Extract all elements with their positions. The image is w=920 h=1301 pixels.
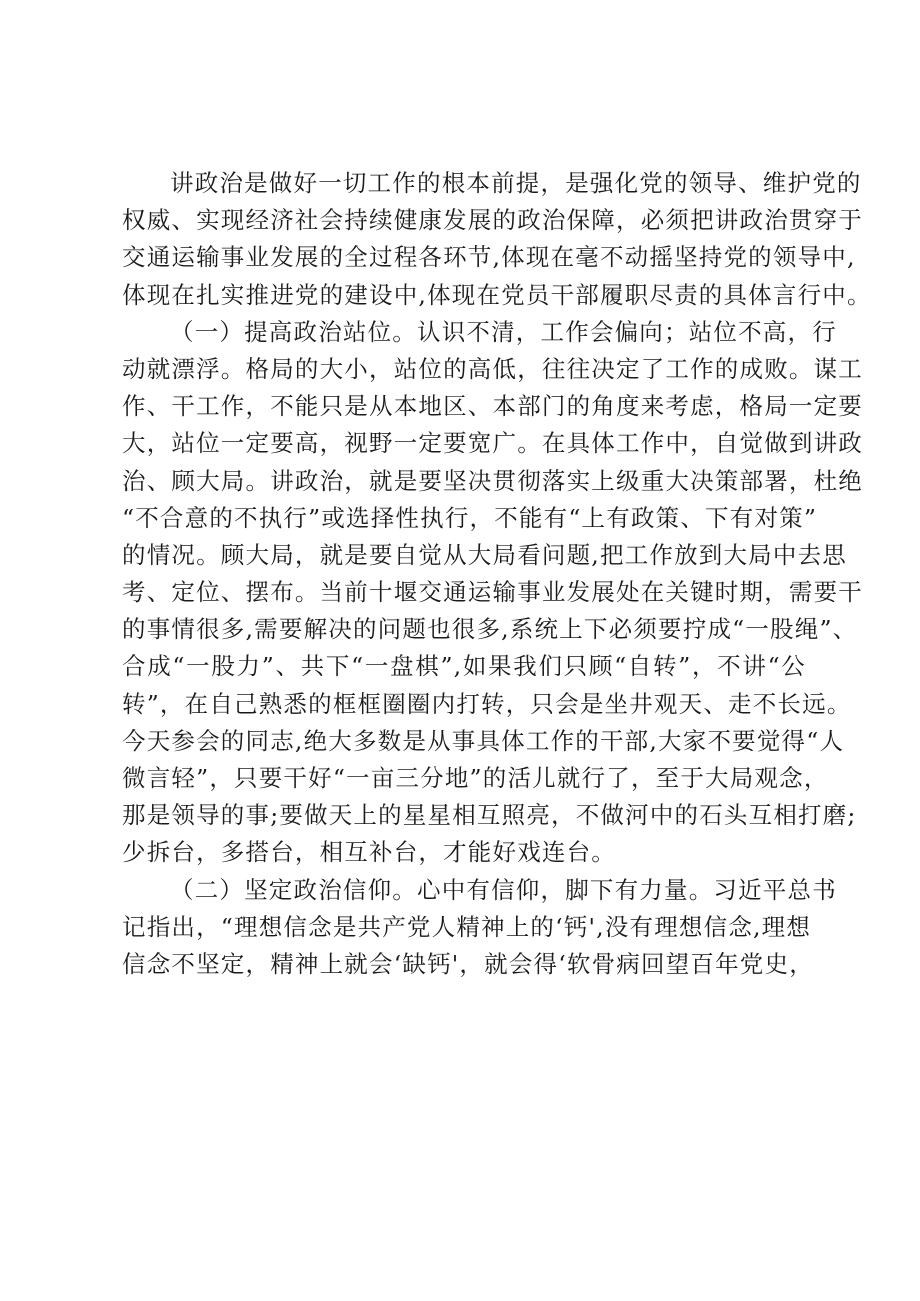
paragraph-political-stance bbox=[122, 314, 863, 872]
text-line: （一）提高政治站位。认识不清，工作会偏向；站位不高，行 bbox=[170, 317, 837, 346]
text-line: 合成“一股力”、共下“一盘棋”,如果我们只顾“自转”，不讲“公 bbox=[122, 652, 806, 681]
text-line: 的情况。顾大局，就是要自觉从大局看问题,把工作放到大局中去思 bbox=[122, 540, 847, 569]
text-line: 交通运输事业发展的全过程各环节,体现在毫不动摇坚持党的领导中, bbox=[122, 243, 856, 272]
text-line: 转”，在自己熟悉的框框圈圈内打转，只会是坐井观天、走不长远。 bbox=[122, 689, 852, 718]
text-line: 信念不坚定，精神上就会‘缺钙'，就会得‘软骨病回望百年党史， bbox=[122, 949, 814, 978]
text-line: 动就漂浮。格局的大小，站位的高低，往往决定了工作的成败。谋工 bbox=[122, 354, 863, 383]
text-line: 权威、实现经济社会持续健康发展的政治保障，必须把讲政治贯穿于 bbox=[122, 206, 863, 235]
text-line: “不合意的不执行”或选择性执行，不能有“上有政策、下有对策” bbox=[122, 503, 818, 532]
document-body bbox=[122, 165, 872, 983]
text-line: 治、顾大局。讲政治，就是要坚决贯彻落实上级重大决策部署，杜绝 bbox=[122, 466, 863, 495]
text-line: 考、定位、摆布。当前十堰交通运输事业发展处在关键时期，需要干 bbox=[122, 578, 863, 607]
text-line: 作、干工作，不能只是从本地区、本部门的角度来考虑，格局一定要 bbox=[122, 392, 863, 421]
text-line: 那是领导的事;要做天上的星星相互照亮，不做河中的石头互相打磨; bbox=[122, 801, 857, 830]
paragraph-intro bbox=[122, 165, 872, 314]
text-line: 少拆台，多搭台，相互补台，才能好戏连台。 bbox=[122, 838, 616, 867]
text-line: 的事情很多,需要解决的问题也很多,系统上下必须要拧成“一股绳”、 bbox=[122, 615, 858, 644]
paragraph-political-belief bbox=[122, 872, 837, 984]
text-line: 微言轻”，只要干好“一亩三分地”的活儿就行了，至于大局观念， bbox=[122, 764, 829, 792]
text-line: 讲政治是做好一切工作的根本前提，是强化党的领导、维护党的 bbox=[170, 169, 862, 197]
text-line: 今天参会的同志,绝大多数是从事具体工作的干部,大家不要觉得“人 bbox=[122, 726, 845, 755]
text-line: 体现在扎实推进党的建设中,体现在党员干部履职尽责的具体言行中。 bbox=[122, 280, 872, 309]
text-line: 记指出，“理想信念是共产党人精神上的‘钙',没有理想信念,理想 bbox=[122, 912, 812, 941]
text-line: （二）坚定政治信仰。心中有信仰，脚下有力量。习近平总书 bbox=[170, 875, 837, 904]
text-line: 大，站位一定要高，视野一定要宽广。在具体工作中，自觉做到讲政 bbox=[122, 429, 863, 458]
